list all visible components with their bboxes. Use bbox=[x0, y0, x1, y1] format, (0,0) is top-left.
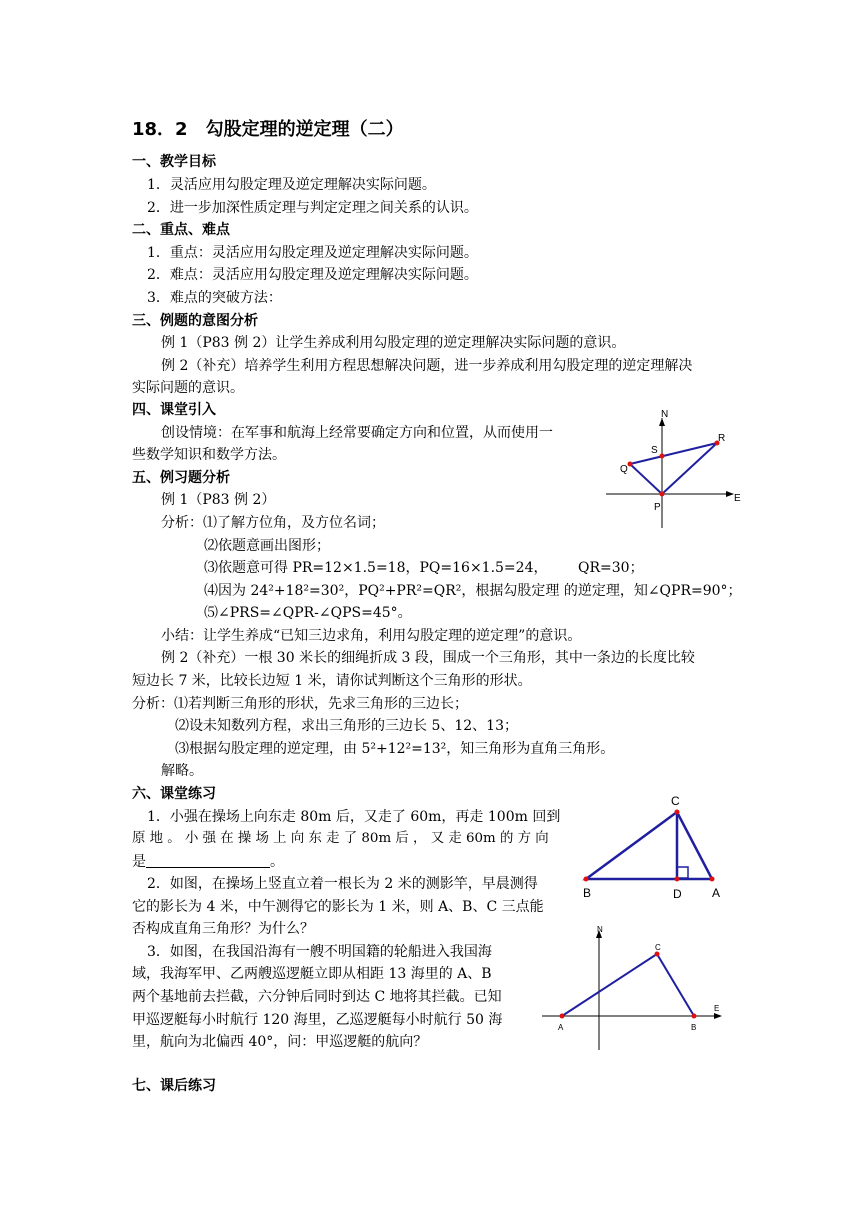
answer-suffix: 。 bbox=[270, 854, 284, 870]
analysis-line: ⑸∠PRS=∠QPR-∠QPS=45°。 bbox=[204, 605, 412, 621]
section-heading-class-practice: 六、课堂练习 bbox=[132, 786, 216, 802]
key-point-line: 1．重点：灵活应用勾股定理及逆定理解决实际问题。 bbox=[147, 245, 478, 261]
practice-q1-line: 1．小强在操场上向东走 80m 后，又走了 60m，再走 100m 回到 bbox=[147, 809, 561, 825]
practice-q3-line: 甲巡逻艇每小时航行 120 海里，乙巡逻艇每小时航行 50 海 bbox=[132, 1012, 503, 1028]
answer-prefix: 是 bbox=[132, 854, 146, 870]
section-heading-key-points: 二、重点、难点 bbox=[132, 222, 230, 238]
solution-omitted: 解略。 bbox=[161, 763, 203, 779]
key-point-line: 2．难点：灵活应用勾股定理及逆定理解决实际问题。 bbox=[147, 267, 478, 283]
analysis-line: QR=30； bbox=[578, 560, 644, 576]
intent-line: 例 1（P83 例 2）让学生养成利用勾股定理的逆定理解决实际问题的意识。 bbox=[161, 335, 626, 351]
practice-q3-line: 域，我海军甲、乙两艘巡逻艇立即从相距 13 海里的 A、B bbox=[132, 966, 492, 982]
label-p: P bbox=[654, 502, 661, 513]
practice-q2-line: 2．如图，在操场上竖直立着一根长为 2 米的测影竿，早晨测得 bbox=[147, 876, 538, 892]
example2-line: 例 2（补充）一根 30 米长的细绳折成 3 段，围成一个三角形，其中一条边的长度比较 bbox=[161, 650, 695, 666]
example2-analysis-line: ⑵设未知数列方程，求出三角形的三边长 5、12、13； bbox=[175, 718, 518, 734]
segment-bc bbox=[657, 954, 694, 1016]
example2-analysis-line: ⑶根据勾股定理的逆定理，由 5²+12²=13²，知三角形为直角三角形。 bbox=[175, 741, 615, 757]
objective-line: 1．灵活应用勾股定理及逆定理解决实际问题。 bbox=[147, 177, 436, 193]
point-b bbox=[692, 1014, 697, 1019]
section-heading-homework: 七、课后练习 bbox=[132, 1078, 216, 1094]
key-point-line: 3．难点的突破方法： bbox=[147, 290, 282, 306]
label-n: N bbox=[597, 925, 603, 934]
section-heading-example-analysis: 五、例习题分析 bbox=[132, 470, 230, 486]
objective-line: 2．进一步加深性质定理与判定定理之间关系的认识。 bbox=[147, 200, 478, 216]
label-e: E bbox=[734, 493, 741, 504]
point-c bbox=[655, 952, 660, 957]
analysis-line: 分析：⑴了解方位角，及方位名词； bbox=[161, 515, 385, 531]
label-n: N bbox=[661, 409, 669, 420]
label-d: D bbox=[673, 887, 682, 901]
intent-line: 例 2（补充）培养学生利用方程思想解决问题，进一步养成利用勾股定理的逆定理解决 bbox=[161, 358, 693, 374]
label-b: B bbox=[583, 886, 592, 900]
label-a: A bbox=[712, 886, 721, 900]
point-a bbox=[560, 1014, 565, 1019]
section-heading-examples-intent: 三、例题的意图分析 bbox=[132, 313, 258, 329]
label-c: C bbox=[655, 943, 661, 952]
practice-q3-line: 3．如图，在我国沿海有一艘不明国籍的轮船进入我国海 bbox=[147, 944, 492, 960]
segment-ac bbox=[562, 954, 657, 1016]
example2-analysis-line: 分析：⑴若判断三角形的形状，先求三角形的三边长； bbox=[132, 696, 468, 712]
label-e: E bbox=[714, 1004, 720, 1013]
analysis-line: 例 1（P83 例 2） bbox=[161, 492, 276, 508]
section-heading-objectives: 一、教学目标 bbox=[132, 154, 216, 170]
introduction-line: 些数学知识和数学方法。 bbox=[132, 447, 286, 463]
analysis-line: ⑶依题意可得 PR=12×1.5=18，PQ=16×1.5=24， bbox=[204, 560, 548, 576]
example2-line: 短边长 7 米，比较长边短 1 米，请你试判断这个三角形的形状。 bbox=[132, 673, 532, 689]
label-r: R bbox=[718, 433, 726, 444]
label-a: A bbox=[558, 1023, 564, 1032]
practice-q1-line: 原 地 。 小 强 在 操 场 上 向 东 走 了 80m 后 ， 又 走 60m 的 方 向 bbox=[132, 831, 549, 846]
analysis-line: ⑵依题意画出图形； bbox=[204, 538, 330, 554]
analysis-line: ⑷因为 24²+18²=30²，PQ²+PR²=QR²，根据勾股定理 的逆定理，知∠QPR=90°； bbox=[204, 583, 742, 599]
practice-q2-line: 它的影长为 4 米，中午测得它的影长为 1 米，则 A、B、C 三点能 bbox=[132, 899, 544, 915]
label-c: C bbox=[671, 794, 680, 808]
intent-line: 实际问题的意识。 bbox=[132, 380, 244, 396]
label-b: B bbox=[691, 1023, 697, 1032]
east-arrowhead bbox=[714, 1013, 722, 1019]
practice-q3-line: 里，航向为北偏西 40°，问：甲巡逻艇的航向？ bbox=[132, 1034, 428, 1050]
label-s: S bbox=[651, 445, 658, 456]
practice-q3-line: 两个基地前去拦截，六分钟后同时到达 C 地将其拦截。已知 bbox=[132, 989, 502, 1005]
section-heading-introduction: 四、课堂引入 bbox=[132, 402, 216, 418]
introduction-line: 创设情境：在军事和航海上经常要确定方向和位置，从而使用一 bbox=[161, 425, 553, 441]
label-q: Q bbox=[620, 464, 628, 475]
summary-line: 小结：让学生养成“已知三边求角，利用勾股定理的逆定理”的意识。 bbox=[161, 628, 582, 644]
page-title: 18．2 勾股定理的逆定理（二） bbox=[132, 119, 404, 140]
practice-q2-line: 否构成直角三角形？为什么？ bbox=[132, 921, 314, 937]
